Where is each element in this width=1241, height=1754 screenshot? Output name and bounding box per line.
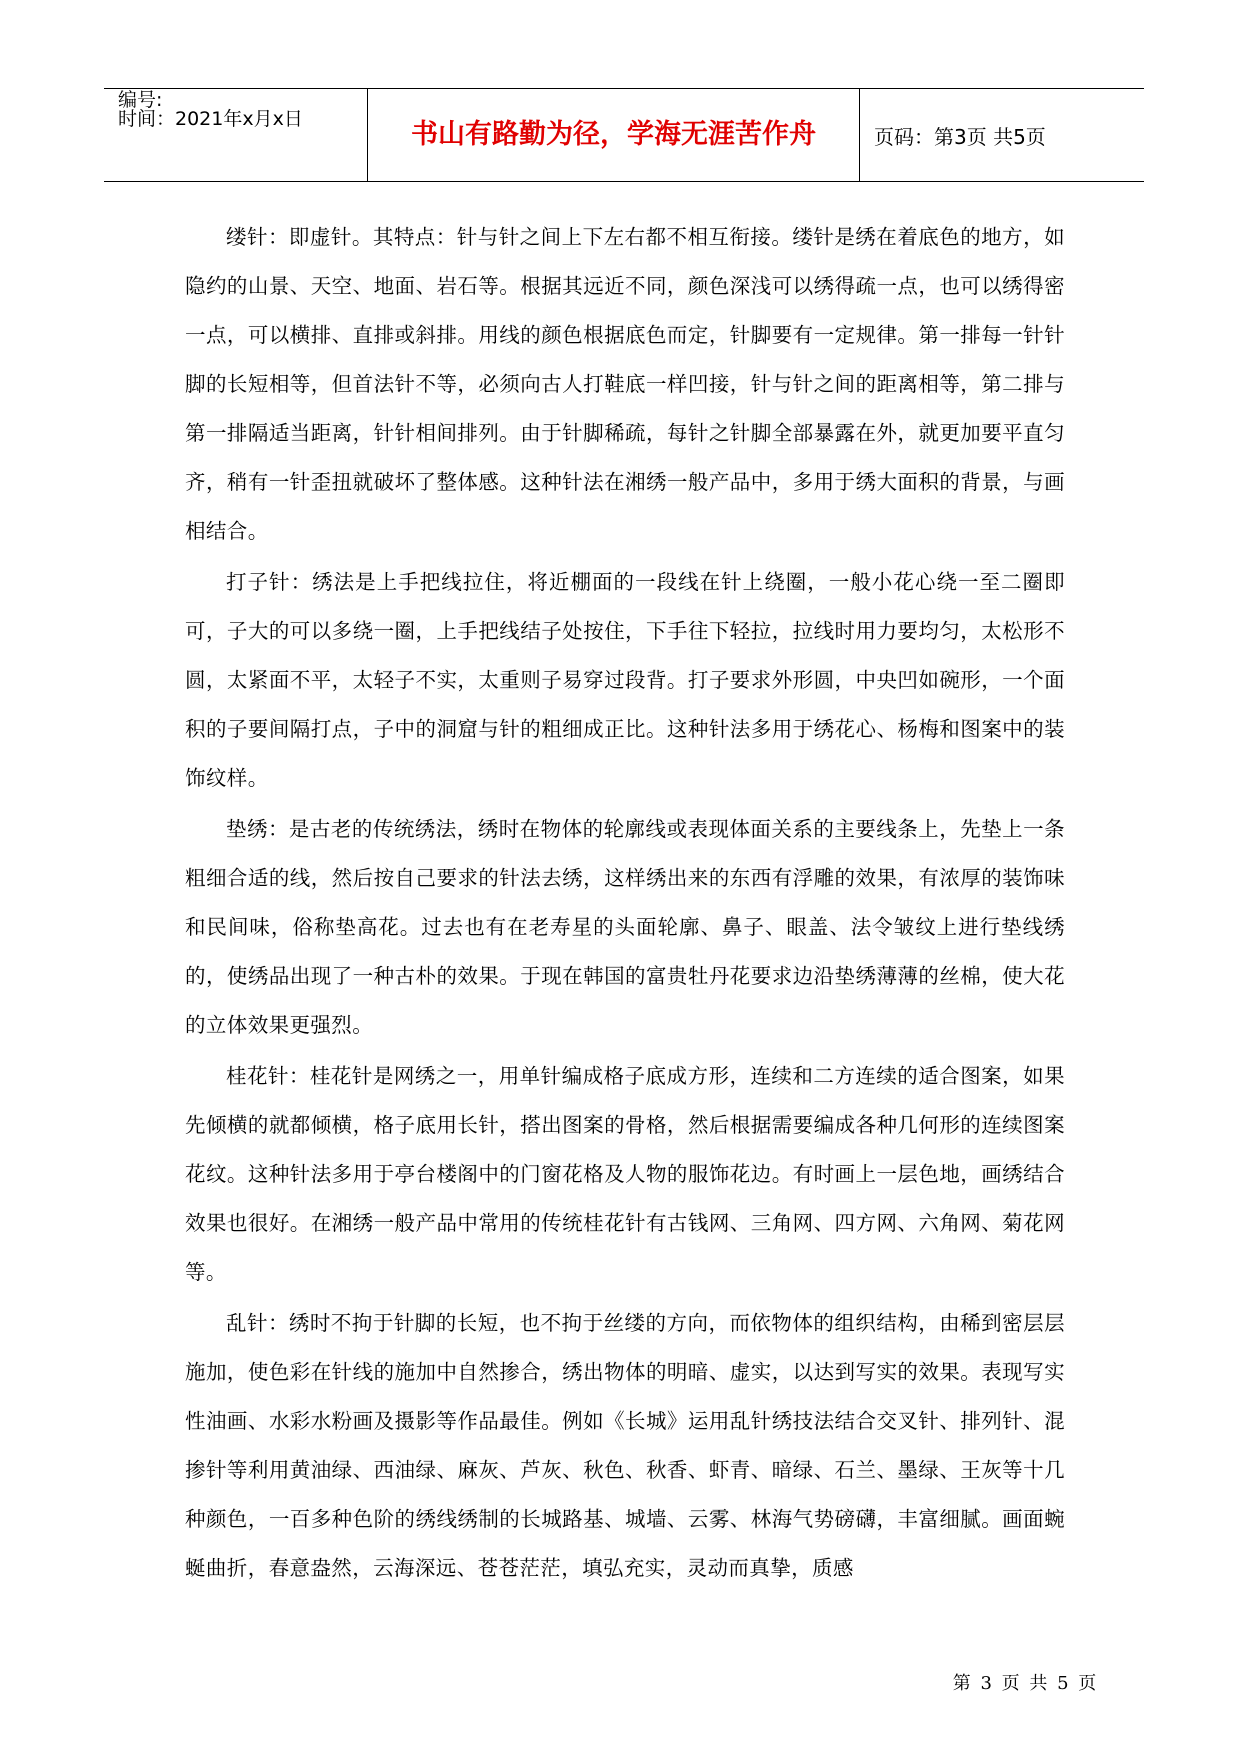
document-body xyxy=(185,213,1065,1595)
paragraph-gui-hua-zhen: 桂花针：桂花针是网绣之一，用单针编成格子底成方形，连续和二方连续的适合图案，如果先倾横的就都倾横，格子底用长针，搭出图案的骨格，然后根据需要编成各种几何形的连续图案花纹。这种针法多用于亭台楼阁中的门窗花格及人物的服饰花边。有时画上一层色地，画绣结合效果也很好。在湘绣一般产品中常用的传统桂花针有古钱网、三角网、四方网、六角网、菊花网等。 xyxy=(185,1064,1065,1284)
header-meta-cell xyxy=(104,89,368,181)
paragraph-da-zi-zhen: 打子针：绣法是上手把线拉住，将近棚面的一段线在针上绕圈，一般小花心绕一至二圈即可，子大的可以多绕一圈，上手把线结子处按住，下手往下轻拉，拉线时用力要均匀，太松形不圆，太紧面不平，太轻子不实，太重则子易穿过段背。打子要求外形圆，中央凹如碗形，一个面积的子要间隔打点，子中的洞窟与针的粗细成正比。这种针法多用于绣花心、杨梅和图案中的装饰纹样。 xyxy=(185,570,1065,790)
header-page-number: 页码：第3页 共5页 xyxy=(874,125,1046,149)
footer-page-number: 第 3 页 共 5 页 xyxy=(952,1673,1099,1694)
paragraph-lou-zhen: 缕针：即虚针。其特点：针与针之间上下左右都不相互衔接。缕针是绣在着底色的地方，如隐约的山景、天空、地面、岩石等。根据其远近不同，颜色深浅可以绣得疏一点，也可以绣得密一点，可以横排、直排或斜排。用线的颜色根据底色而定，针脚要有一定规律。第一排每一针针脚的长短相等，但首法针不等，必须向古人打鞋底一样凹接，针与针之间的距离相等，第二排与第一排隔适当距离，针针相间排列。由于针脚稀疏，每针之针脚全部暴露在外，就更加要平直匀齐，稍有一针歪扭就破坏了整体感。这种针法在湘绣一般产品中，多用于绣大面积的背景，与画相结合。 xyxy=(185,225,1065,543)
page-footer xyxy=(0,1672,1241,1696)
document-number-label: 编号: xyxy=(118,89,163,111)
header-motto-cell xyxy=(368,89,860,181)
paragraph-dian-xiu: 垫绣：是古老的传统绣法，绣时在物体的轮廓线或表现体面关系的主要线条上，先垫上一条粗细合适的线，然后按自己要求的针法去绣，这样绣出来的东西有浮雕的效果，有浓厚的装饰味和民间味，俗称垫高花。过去也有在老寿星的头面轮廓、鼻子、眼盖、法令皱纹上进行垫线绣的，使绣品出现了一种古朴的效果。于现在韩国的富贵牡丹花要求边沿垫绣薄薄的丝棉，使大花的立体效果更强烈。 xyxy=(185,817,1065,1037)
header-motto: 书山有路勤为径，学海无涯苦作舟 xyxy=(411,119,816,150)
page-header xyxy=(104,88,1144,182)
header-page-cell xyxy=(860,89,1144,181)
paragraph-luan-zhen: 乱针：绣时不拘于针脚的长短，也不拘于丝缕的方向，而依物体的组织结构，由稀到密层层施加，使色彩在针线的施加中自然掺合，绣出物体的明暗、虚实，以达到写实的效果。表现写实性油画、水彩水粉画及摄影等作品最佳。例如《长城》运用乱针绣技法结合交叉针、排列针、混掺针等利用黄油绿、西油绿、麻灰、芦灰、秋色、秋香、虾青、暗绿、石兰、墨绿、王灰等十几种颜色，一百多种色阶的绣线绣制的长城路基、城墙、云雾、林海气势磅礴，丰富细腻。画面蜿蜒曲折，春意盎然，云海深远、苍苍茫茫，填弘充实，灵动而真挚，质感 xyxy=(185,1311,1065,1580)
document-time-label: 时间：2021年x月x日 xyxy=(118,108,303,130)
